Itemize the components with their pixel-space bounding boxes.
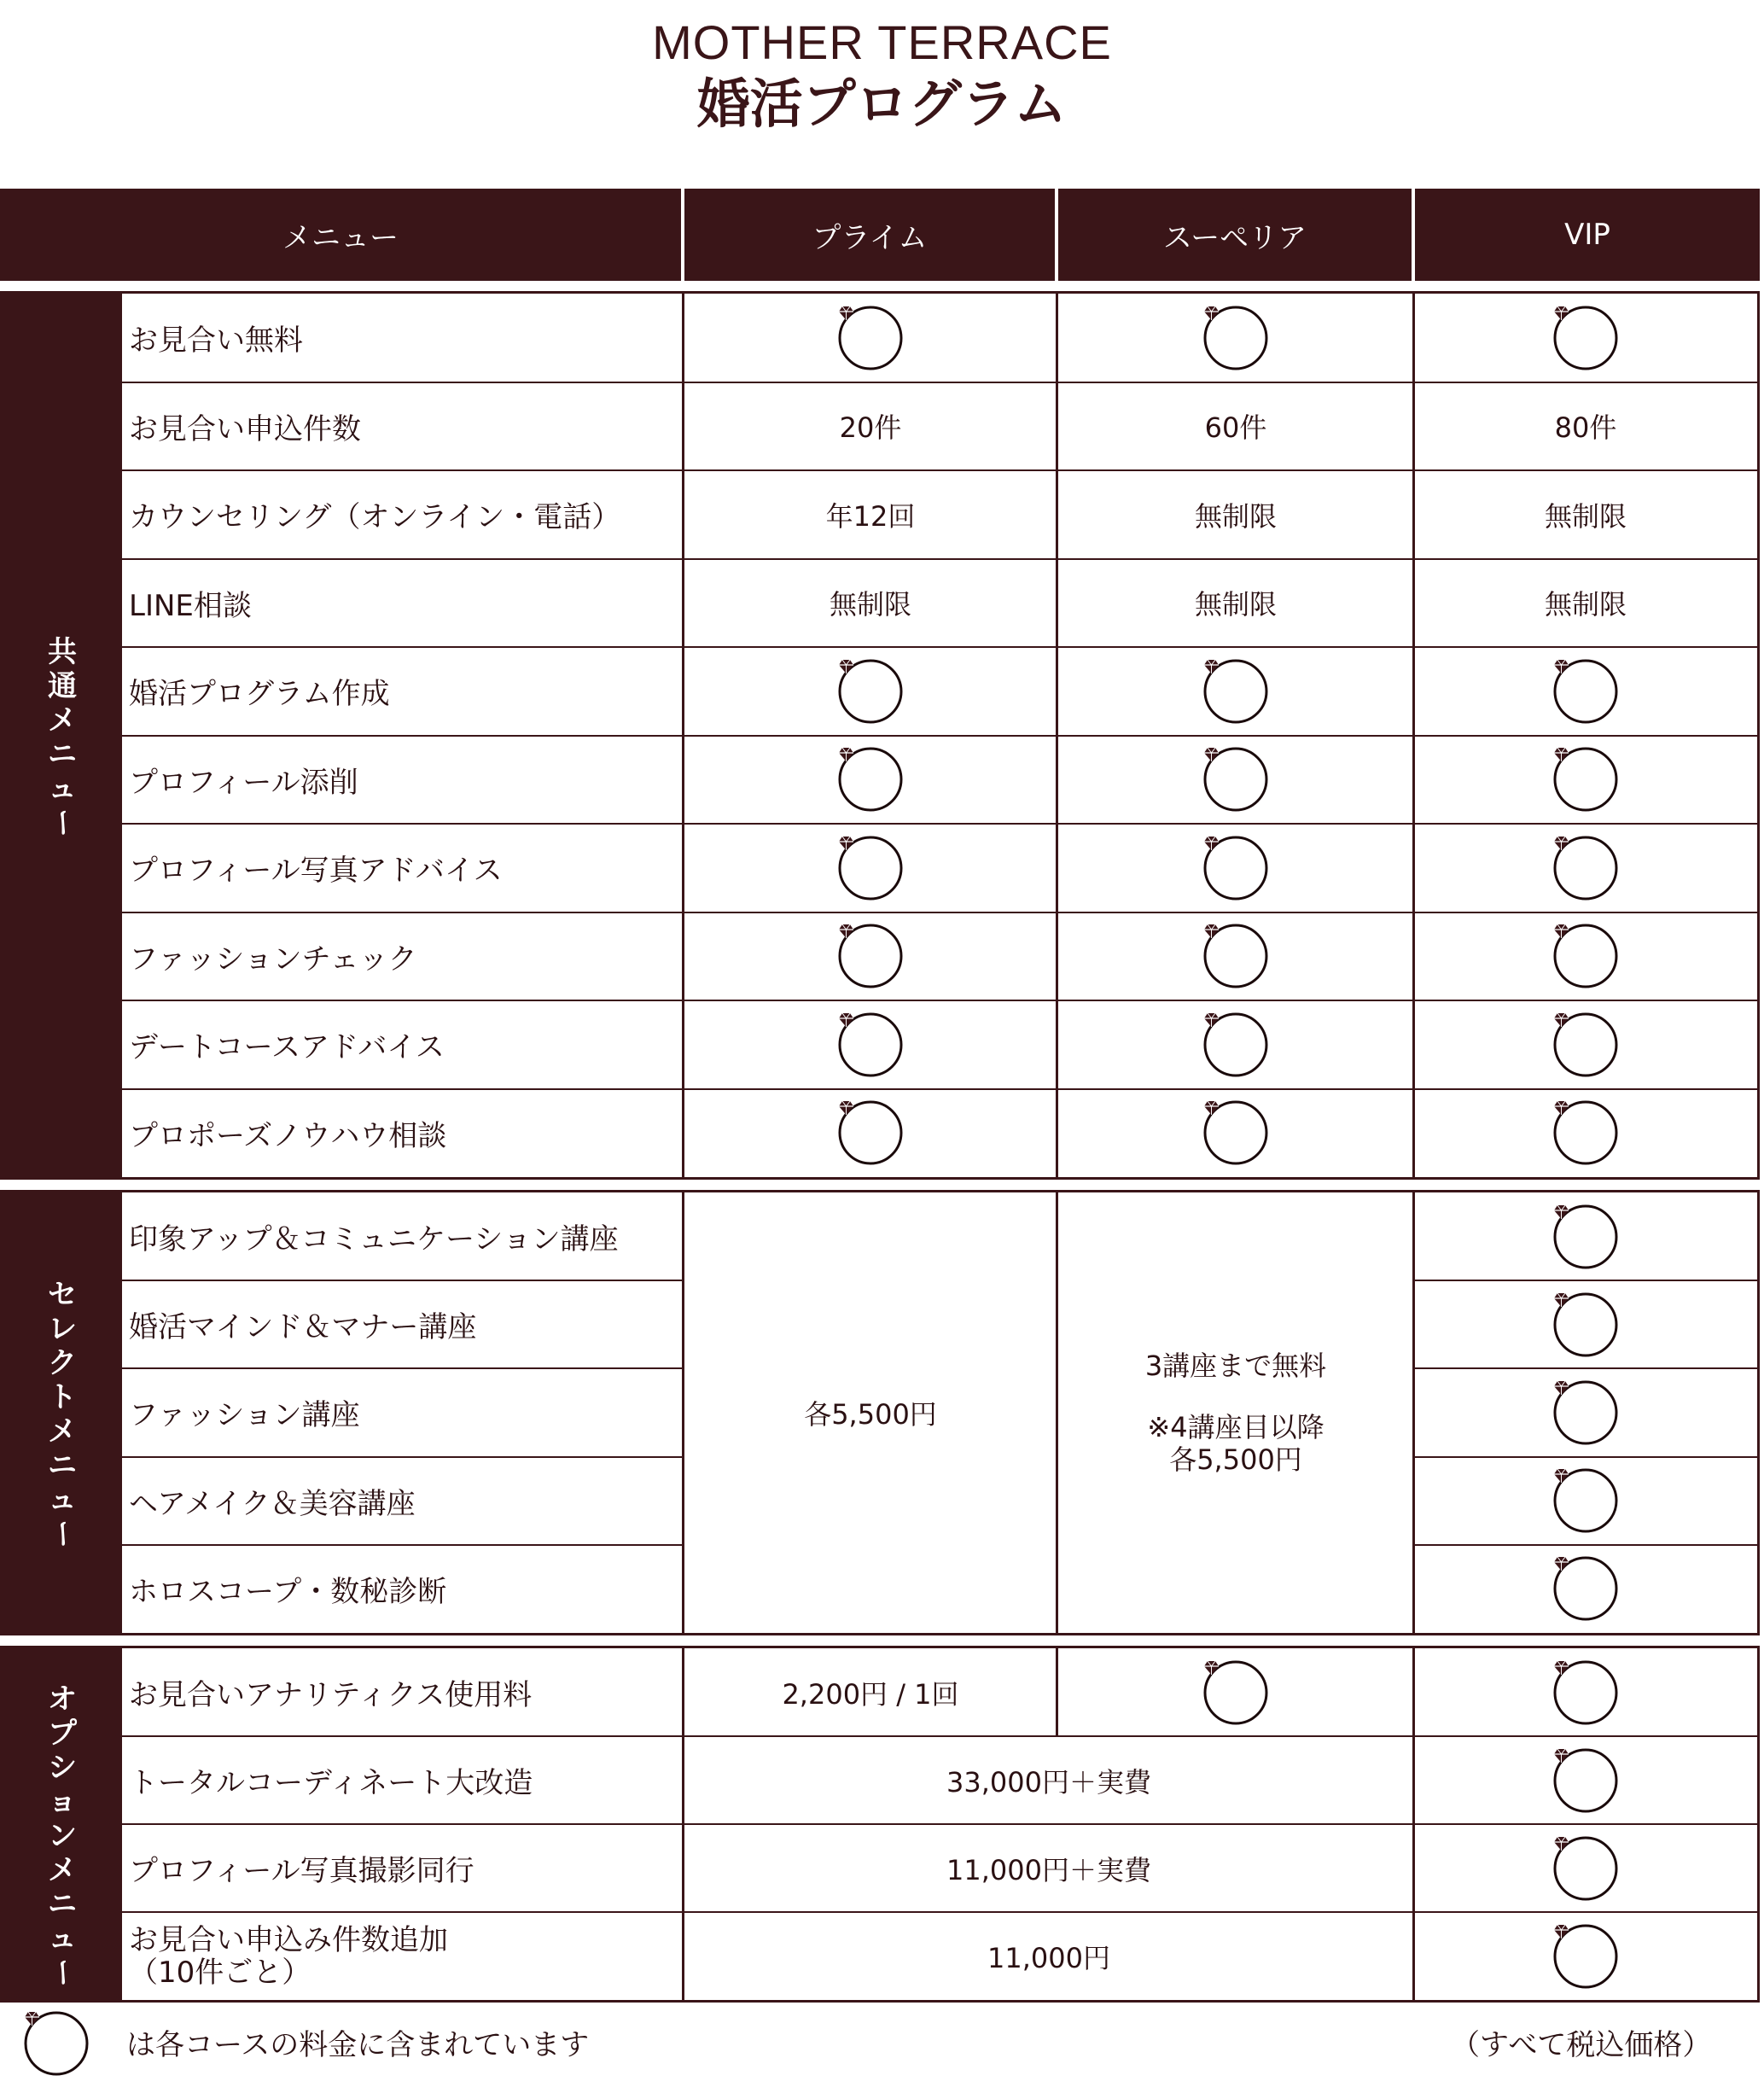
cell-vip: 80件 [1554,411,1617,445]
row-label: LINE相談 [129,588,252,623]
header-vip: VIP [1564,218,1610,252]
diamond-ring-icon [1550,1009,1618,1077]
diamond-ring-icon [1550,743,1618,812]
section-label [45,1682,79,1990]
row-divider [1414,1456,1757,1458]
superior-extra-price: 各5,500円 [1169,1443,1302,1476]
diamond-ring-icon [1550,1201,1618,1269]
section-label-char: ク [48,1346,77,1380]
section-label-char: ュ [48,772,77,806]
cell-prime: 年12回 [825,499,916,533]
section-label-char: ー [45,808,79,837]
row-label: 印象アップ＆コミュニケーション講座 [129,1222,619,1257]
table-header [0,189,1760,281]
diamond-ring-icon [1200,743,1268,812]
diamond-ring-icon [1200,1009,1268,1077]
row-label: 婚活マインド＆マナー講座 [129,1310,477,1345]
cell-prime: 2,200円 / 1回 [782,1677,959,1711]
section-label-char: ン [48,1819,77,1853]
title-block [0,15,1764,138]
diamond-ring-icon [1550,1377,1618,1445]
header-prime: プライム [812,220,928,255]
brand-name: MOTHER TERRACE [652,15,1112,69]
row-divider [1414,1544,1757,1546]
diamond-ring-icon [1550,920,1618,988]
section-label-char: ョ [48,1785,77,1819]
column-divider [1412,1648,1415,1736]
section-label-char: ュ [48,1483,77,1517]
diamond-ring-icon [1200,656,1268,724]
diamond-ring-icon [1200,1097,1268,1165]
diamond-ring-icon [1550,302,1618,370]
row-divider [1414,1280,1757,1281]
diamond-ring-icon [1200,920,1268,988]
row-label: ホロスコープ・数秘診断 [129,1574,447,1609]
cell-superior: 無制限 [1194,588,1277,621]
section-option-menu [0,1646,1760,2003]
cell-vip: 無制限 [1544,499,1627,533]
diamond-ring-icon [1550,1745,1618,1813]
row-label-main: お見合い申込み件数追加 [129,1922,448,1957]
diamond-ring-icon [1550,1289,1618,1357]
section-sidebar [3,294,122,1177]
row-label: プロフィール写真撮影同行 [129,1854,474,1888]
section-label-char: メ [48,1853,77,1887]
page-title: 婚活プログラム [696,73,1068,135]
section-label-char: セ [48,1278,77,1312]
cell-prime: 20件 [839,411,902,445]
row-label-sub: （10件ごと） [129,1955,311,1990]
section-label [45,1278,79,1551]
section-label-char: プ [48,1717,77,1751]
row-label: ファッション講座 [129,1398,360,1433]
row-label: お見合い申込件数 [129,411,361,446]
legend-ring [20,2008,89,2076]
row-label: プロフィール写真アドバイス [129,854,503,889]
section-label-char: 通 [48,669,77,703]
superior-extra-note: ※4講座目以降 [1147,1411,1324,1443]
diamond-ring-icon [1200,832,1268,901]
section-label-char: ト [48,1380,77,1414]
diamond-ring-icon [1550,1833,1618,1901]
section-select-menu [0,1190,1760,1635]
diamond-ring-icon [1550,1657,1618,1725]
row-divider [122,735,1757,737]
section-label-char: ー [45,1958,79,1987]
cell-superior-select-price [1057,1192,1414,1633]
diamond-ring-icon [1550,832,1618,901]
diamond-ring-icon [1550,656,1618,724]
section-label-char: ニ [48,1887,77,1921]
cell-superior: 無制限 [1194,499,1277,533]
section-label-char: ー [45,1519,79,1548]
row-label: ファッションチェック [129,942,417,977]
diamond-ring-icon [835,302,903,370]
row-divider [1414,1367,1757,1369]
row-label: ヘアメイク＆美容講座 [129,1486,416,1521]
cell-prime: 無制限 [829,588,911,621]
diamond-ring-icon [835,1097,903,1165]
cell-prime-superior-merged: 11,000円 [987,1941,1110,1974]
diamond-ring-icon [1550,1921,1618,1989]
section-label-char: メ [48,1414,77,1449]
superior-free-note: 3講座まで無料 [1144,1350,1327,1382]
cell-prime-select-price: 各5,500円 [804,1398,937,1431]
section-label-char: シ [48,1751,77,1785]
section-common-menu [0,291,1760,1180]
section-label [45,635,79,840]
tax-note: （すべて税込価格） [1451,2028,1712,2062]
section-label-char: ニ [48,1449,77,1483]
cell-superior: 60件 [1204,411,1267,445]
diamond-ring-icon [1200,302,1268,370]
section-label-char: 共 [48,635,77,669]
diamond-ring-icon [835,743,903,812]
cell-vip: 無制限 [1544,588,1627,621]
section-label-char: ニ [48,738,77,772]
row-label: お見合い無料 [129,324,303,359]
diamond-ring-icon [835,920,903,988]
header-menu: メニュー [282,220,399,255]
diamond-ring-icon [1550,1465,1618,1533]
legend-text: は各コースの料金に含まれています [126,2028,590,2062]
row-label: トータルコーディネート大改造 [129,1766,533,1800]
cell-prime-superior-merged: 33,000円＋実費 [946,1765,1151,1799]
diamond-ring-icon [835,832,903,901]
row-label: お見合いアナリティクス使用料 [129,1678,533,1712]
cell-prime-superior-merged: 11,000円＋実費 [946,1853,1151,1886]
diamond-ring-icon [1200,1657,1268,1725]
section-label-char: メ [48,703,77,738]
diamond-ring-icon [1550,1553,1618,1621]
diamond-ring-icon [835,1009,903,1077]
row-label: プロフィール添削 [129,765,358,800]
row-label: デートコースアドバイス [129,1030,445,1065]
header-superior: スーペリア [1162,220,1307,255]
section-label-char: オ [48,1682,77,1717]
row-label: 婚活プログラム作成 [129,677,390,712]
diamond-ring-icon [1550,1097,1618,1165]
row-label [129,1912,448,2000]
row-label: プロポーズノウハウ相談 [129,1118,447,1153]
section-label-char: ュ [48,1921,77,1956]
section-sidebar [3,1192,122,1633]
diamond-ring-icon [835,656,903,724]
section-sidebar [3,1648,122,2000]
row-label: カウンセリング（オンライン・電話） [129,500,621,535]
section-label-char: レ [48,1312,77,1346]
